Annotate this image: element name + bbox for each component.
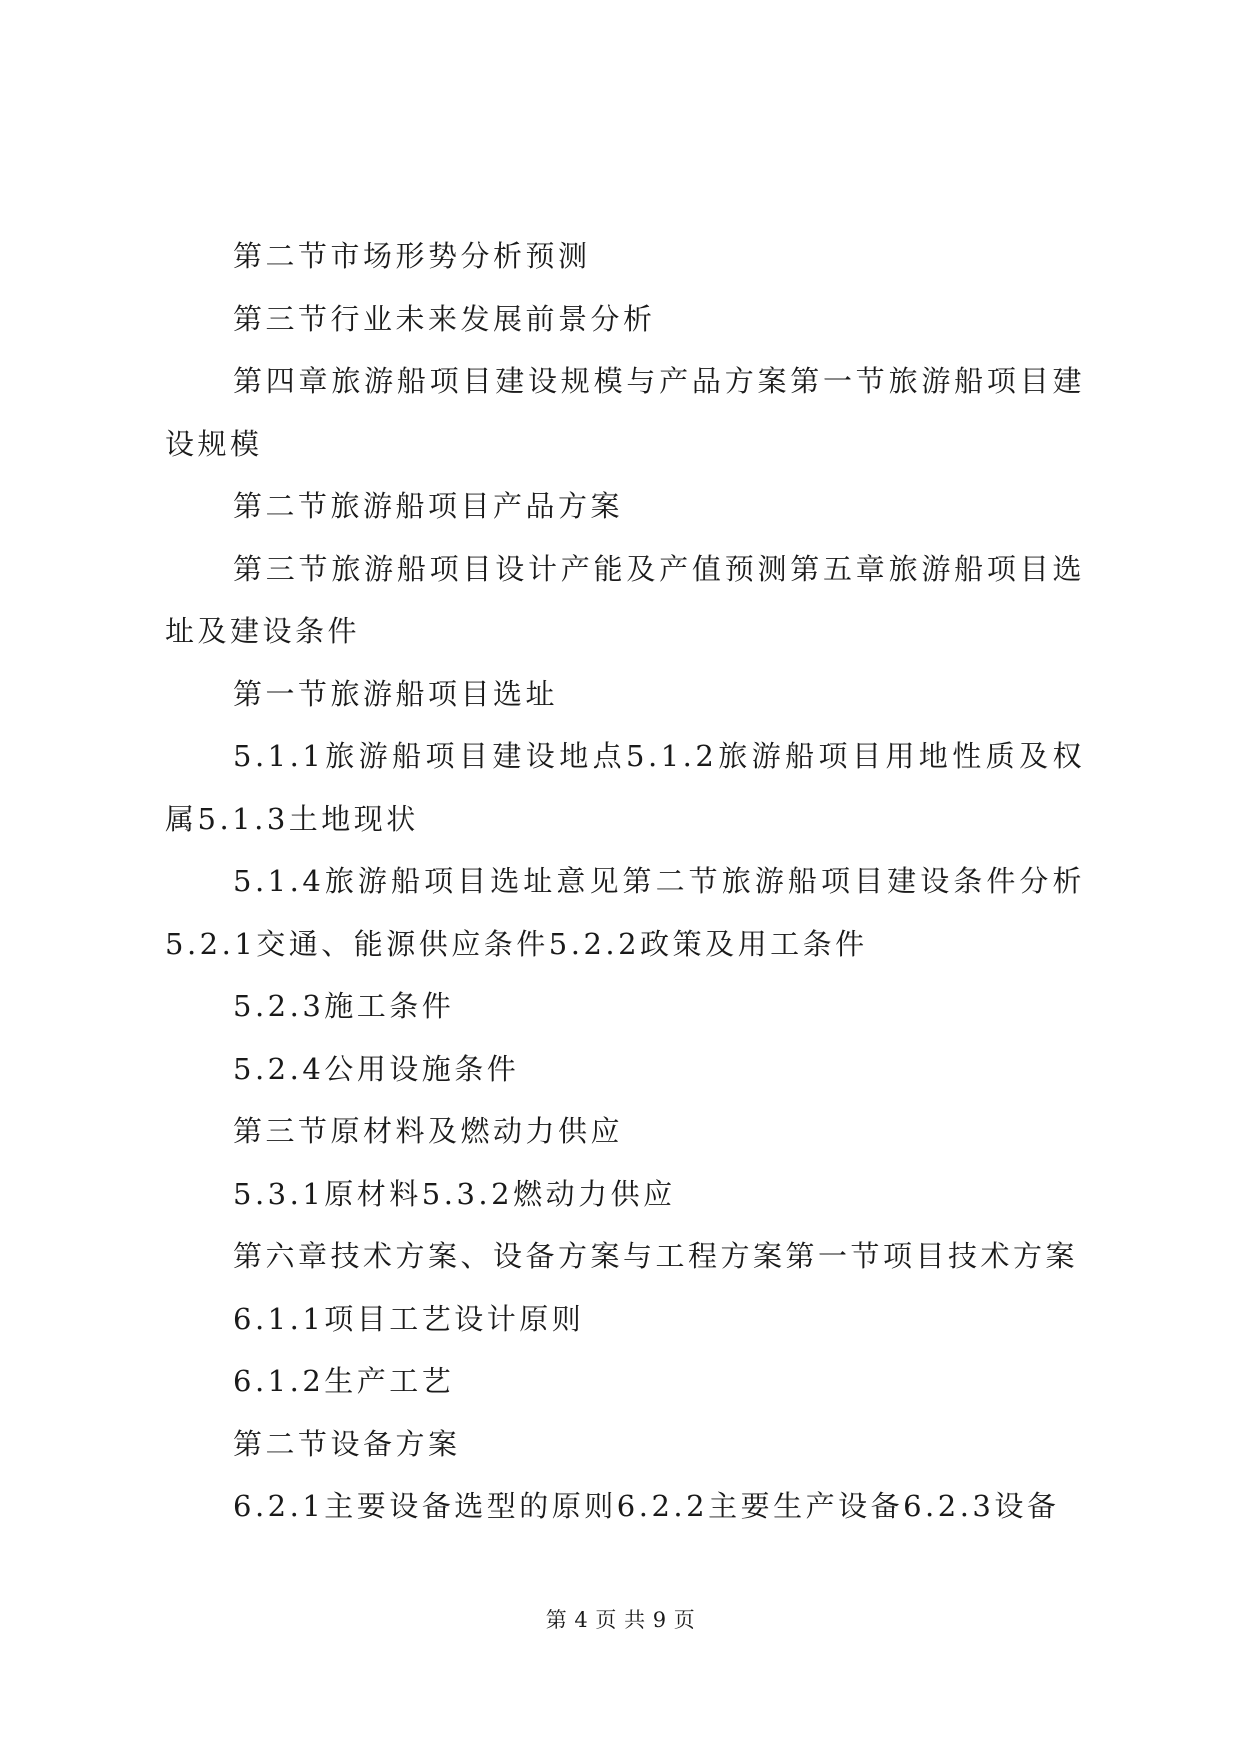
- paragraph: 第一节旅游船项目选址: [233, 676, 559, 711]
- paragraph: 6.1.1项目工艺设计原则: [233, 1301, 585, 1336]
- paragraph: 6.1.2生产工艺: [233, 1364, 455, 1398]
- document-body: [165, 225, 1085, 1538]
- paragraph: 5.2.4公用设施条件: [233, 1051, 520, 1086]
- page-number-footer: 第 4 页 共 9 页: [545, 1608, 696, 1632]
- paragraph: 第二节市场形势分析预测: [233, 239, 591, 273]
- paragraph: 5.1.4旅游船项目选址意见第二节旅游船项目建设条件分析5.2.1交通、能源供应条件5.2.2政策及用工条件: [165, 864, 1085, 961]
- paragraph: 5.2.3施工条件: [233, 989, 455, 1023]
- paragraph: 5.3.1原材料5.3.2燃动力供应: [233, 1176, 676, 1211]
- paragraph: 第二节旅游船项目产品方案: [233, 489, 624, 523]
- paragraph: 第三节原材料及燃动力供应: [233, 1114, 624, 1148]
- paragraph: 第二节设备方案: [233, 1426, 461, 1461]
- paragraph: 第六章技术方案、设备方案与工程方案第一节项目技术方案: [233, 1239, 1079, 1273]
- paragraph: 5.1.1旅游船项目建设地点5.1.2旅游船项目用地性质及权属5.1.3土地现状: [165, 739, 1085, 836]
- paragraph: 第四章旅游船项目建设规模与产品方案第一节旅游船项目建设规模: [165, 364, 1085, 461]
- paragraph: 第三节行业未来发展前景分析: [233, 301, 656, 336]
- paragraph: 6.2.1主要设备选型的原则6.2.2主要生产设备6.2.3设备: [233, 1489, 1060, 1523]
- paragraph: 第三节旅游船项目设计产能及产值预测第五章旅游船项目选址及建设条件: [165, 551, 1085, 648]
